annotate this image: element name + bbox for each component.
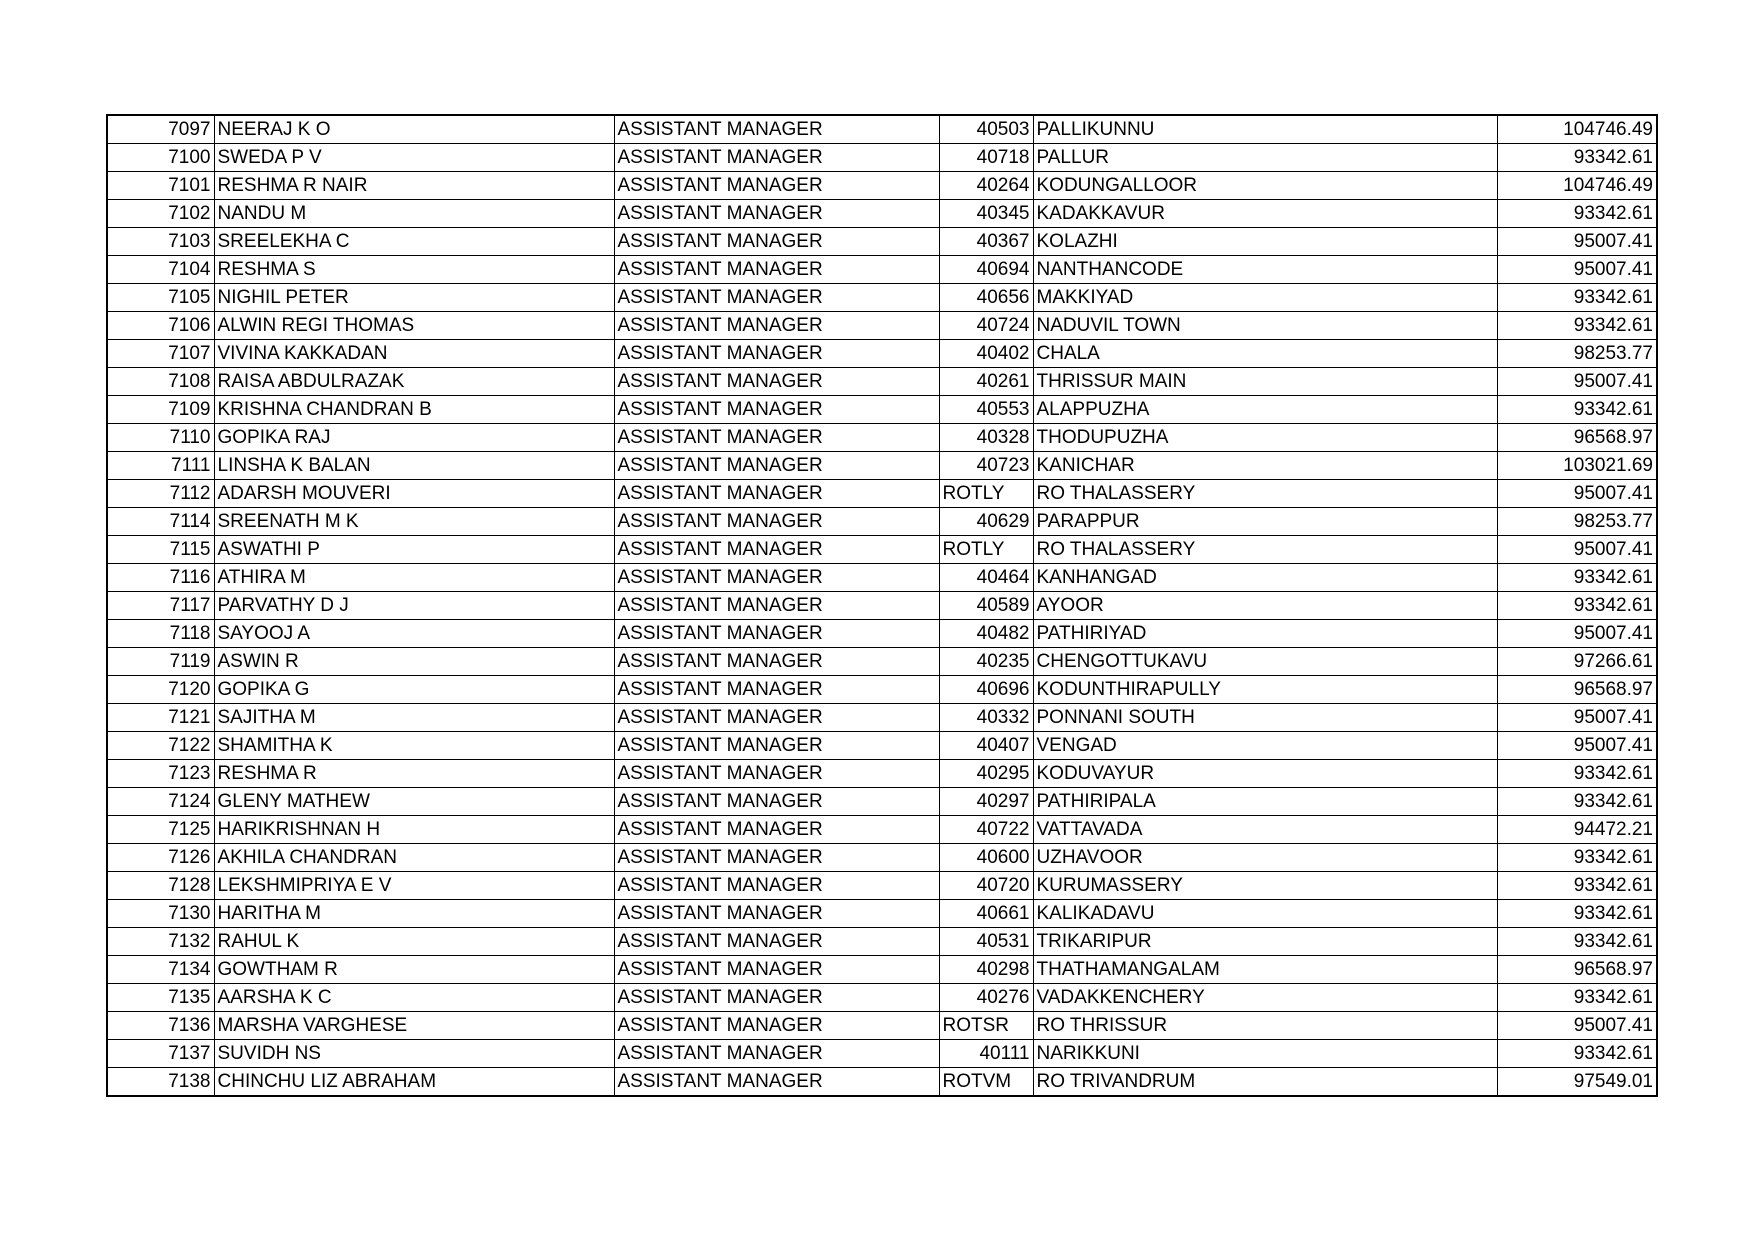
branch-name-cell: VADAKKENCHERY [1033, 984, 1497, 1012]
employee-id-cell: 7112 [107, 480, 214, 508]
amount-cell: 93342.61 [1497, 1040, 1657, 1068]
table-row [107, 984, 1657, 1012]
amount-cell: 95007.41 [1497, 620, 1657, 648]
table-row [107, 172, 1657, 200]
branch-name-cell: PALLIKUNNU [1033, 115, 1497, 144]
employee-id-cell: 7116 [107, 564, 214, 592]
name-cell: ADARSH MOUVERI [214, 480, 614, 508]
employee-id-cell: 7111 [107, 452, 214, 480]
employee-id-cell: 7118 [107, 620, 214, 648]
table-row [107, 424, 1657, 452]
designation-cell: ASSISTANT MANAGER [614, 284, 939, 312]
amount-cell: 93342.61 [1497, 144, 1657, 172]
branch-name-cell: CHALA [1033, 340, 1497, 368]
table-row [107, 872, 1657, 900]
name-cell: NANDU M [214, 200, 614, 228]
table-row [107, 256, 1657, 284]
amount-cell: 93342.61 [1497, 760, 1657, 788]
designation-cell: ASSISTANT MANAGER [614, 648, 939, 676]
branch-name-cell: PATHIRIPALA [1033, 788, 1497, 816]
designation-cell: ASSISTANT MANAGER [614, 452, 939, 480]
branch-name-cell: KURUMASSERY [1033, 872, 1497, 900]
designation-cell: ASSISTANT MANAGER [614, 1068, 939, 1097]
amount-cell: 96568.97 [1497, 676, 1657, 704]
employee-id-cell: 7125 [107, 816, 214, 844]
branch-name-cell: VATTAVADA [1033, 816, 1497, 844]
name-cell: NEERAJ K O [214, 115, 614, 144]
designation-cell: ASSISTANT MANAGER [614, 844, 939, 872]
employee-id-cell: 7107 [107, 340, 214, 368]
amount-cell: 93342.61 [1497, 900, 1657, 928]
employee-id-cell: 7097 [107, 115, 214, 144]
designation-cell: ASSISTANT MANAGER [614, 900, 939, 928]
name-cell: SREENATH M K [214, 508, 614, 536]
branch-name-cell: RO THALASSERY [1033, 536, 1497, 564]
name-cell: HARIKRISHNAN H [214, 816, 614, 844]
amount-cell: 95007.41 [1497, 732, 1657, 760]
amount-cell: 93342.61 [1497, 284, 1657, 312]
designation-cell: ASSISTANT MANAGER [614, 564, 939, 592]
table-body [107, 115, 1657, 1096]
employee-id-cell: 7100 [107, 144, 214, 172]
designation-cell: ASSISTANT MANAGER [614, 200, 939, 228]
designation-cell: ASSISTANT MANAGER [614, 620, 939, 648]
employee-id-cell: 7108 [107, 368, 214, 396]
name-cell: RESHMA R NAIR [214, 172, 614, 200]
name-cell: GOPIKA G [214, 676, 614, 704]
employee-id-cell: 7123 [107, 760, 214, 788]
employee-id-cell: 7135 [107, 984, 214, 1012]
name-cell: MARSHA VARGHESE [214, 1012, 614, 1040]
branch-code-cell: 40656 [939, 284, 1033, 312]
branch-name-cell: KADAKKAVUR [1033, 200, 1497, 228]
employee-id-cell: 7114 [107, 508, 214, 536]
branch-name-cell: UZHAVOOR [1033, 844, 1497, 872]
employee-id-cell: 7130 [107, 900, 214, 928]
designation-cell: ASSISTANT MANAGER [614, 480, 939, 508]
amount-cell: 95007.41 [1497, 1012, 1657, 1040]
employee-id-cell: 7110 [107, 424, 214, 452]
designation-cell: ASSISTANT MANAGER [614, 172, 939, 200]
amount-cell: 96568.97 [1497, 956, 1657, 984]
designation-cell: ASSISTANT MANAGER [614, 928, 939, 956]
branch-code-cell: 40328 [939, 424, 1033, 452]
branch-code-cell: 40111 [939, 1040, 1033, 1068]
name-cell: LINSHA K BALAN [214, 452, 614, 480]
amount-cell: 93342.61 [1497, 984, 1657, 1012]
name-cell: GLENY MATHEW [214, 788, 614, 816]
branch-code-cell: 40402 [939, 340, 1033, 368]
table-row [107, 928, 1657, 956]
branch-code-cell: 40464 [939, 564, 1033, 592]
name-cell: SWEDA P V [214, 144, 614, 172]
name-cell: SAJITHA M [214, 704, 614, 732]
branch-code-cell: ROTSR [939, 1012, 1033, 1040]
table-row [107, 1068, 1657, 1097]
amount-cell: 104746.49 [1497, 172, 1657, 200]
designation-cell: ASSISTANT MANAGER [614, 256, 939, 284]
table-row [107, 900, 1657, 928]
name-cell: SAYOOJ A [214, 620, 614, 648]
table-row [107, 200, 1657, 228]
branch-code-cell: 40367 [939, 228, 1033, 256]
amount-cell: 97266.61 [1497, 648, 1657, 676]
name-cell: SUVIDH NS [214, 1040, 614, 1068]
table-row [107, 1040, 1657, 1068]
table-row [107, 480, 1657, 508]
employee-id-cell: 7128 [107, 872, 214, 900]
employee-id-cell: 7124 [107, 788, 214, 816]
employee-id-cell: 7117 [107, 592, 214, 620]
branch-name-cell: KODUVAYUR [1033, 760, 1497, 788]
branch-name-cell: NADUVIL TOWN [1033, 312, 1497, 340]
table-row [107, 620, 1657, 648]
name-cell: CHINCHU LIZ ABRAHAM [214, 1068, 614, 1097]
employee-id-cell: 7138 [107, 1068, 214, 1097]
branch-code-cell: 40718 [939, 144, 1033, 172]
branch-code-cell: 40589 [939, 592, 1033, 620]
name-cell: AKHILA CHANDRAN [214, 844, 614, 872]
amount-cell: 98253.77 [1497, 340, 1657, 368]
name-cell: SHAMITHA K [214, 732, 614, 760]
table-row [107, 508, 1657, 536]
branch-name-cell: ALAPPUZHA [1033, 396, 1497, 424]
employee-id-cell: 7103 [107, 228, 214, 256]
branch-name-cell: THRISSUR MAIN [1033, 368, 1497, 396]
amount-cell: 95007.41 [1497, 704, 1657, 732]
branch-name-cell: KANICHAR [1033, 452, 1497, 480]
table-row [107, 760, 1657, 788]
branch-code-cell: 40696 [939, 676, 1033, 704]
branch-code-cell: 40298 [939, 956, 1033, 984]
amount-cell: 94472.21 [1497, 816, 1657, 844]
table-row [107, 340, 1657, 368]
branch-name-cell: NARIKKUNI [1033, 1040, 1497, 1068]
designation-cell: ASSISTANT MANAGER [614, 984, 939, 1012]
branch-code-cell: 40261 [939, 368, 1033, 396]
amount-cell: 104746.49 [1497, 115, 1657, 144]
designation-cell: ASSISTANT MANAGER [614, 1040, 939, 1068]
designation-cell: ASSISTANT MANAGER [614, 424, 939, 452]
employee-id-cell: 7115 [107, 536, 214, 564]
table-row [107, 788, 1657, 816]
designation-cell: ASSISTANT MANAGER [614, 1012, 939, 1040]
table-row [107, 312, 1657, 340]
amount-cell: 93342.61 [1497, 872, 1657, 900]
employee-id-cell: 7136 [107, 1012, 214, 1040]
branch-name-cell: THATHAMANGALAM [1033, 956, 1497, 984]
branch-code-cell: 40482 [939, 620, 1033, 648]
amount-cell: 93342.61 [1497, 564, 1657, 592]
branch-name-cell: KODUNTHIRAPULLY [1033, 676, 1497, 704]
amount-cell: 95007.41 [1497, 480, 1657, 508]
branch-code-cell: 40720 [939, 872, 1033, 900]
amount-cell: 93342.61 [1497, 844, 1657, 872]
branch-code-cell: 40723 [939, 452, 1033, 480]
branch-name-cell: KANHANGAD [1033, 564, 1497, 592]
name-cell: HARITHA M [214, 900, 614, 928]
name-cell: AARSHA K C [214, 984, 614, 1012]
branch-name-cell: PALLUR [1033, 144, 1497, 172]
name-cell: RESHMA R [214, 760, 614, 788]
name-cell: GOWTHAM R [214, 956, 614, 984]
employee-id-cell: 7106 [107, 312, 214, 340]
employee-id-cell: 7122 [107, 732, 214, 760]
branch-code-cell: 40276 [939, 984, 1033, 1012]
employee-id-cell: 7119 [107, 648, 214, 676]
designation-cell: ASSISTANT MANAGER [614, 760, 939, 788]
designation-cell: ASSISTANT MANAGER [614, 144, 939, 172]
amount-cell: 95007.41 [1497, 228, 1657, 256]
branch-name-cell: CHENGOTTUKAVU [1033, 648, 1497, 676]
branch-code-cell: 40407 [939, 732, 1033, 760]
amount-cell: 93342.61 [1497, 312, 1657, 340]
branch-name-cell: PATHIRIYAD [1033, 620, 1497, 648]
name-cell: LEKSHMIPRIYA E V [214, 872, 614, 900]
name-cell: RESHMA S [214, 256, 614, 284]
amount-cell: 93342.61 [1497, 788, 1657, 816]
table-row [107, 536, 1657, 564]
branch-name-cell: PARAPPUR [1033, 508, 1497, 536]
branch-name-cell: KOLAZHI [1033, 228, 1497, 256]
branch-code-cell: 40235 [939, 648, 1033, 676]
designation-cell: ASSISTANT MANAGER [614, 592, 939, 620]
employee-id-cell: 7101 [107, 172, 214, 200]
table-row [107, 284, 1657, 312]
name-cell: GOPIKA RAJ [214, 424, 614, 452]
amount-cell: 96568.97 [1497, 424, 1657, 452]
branch-code-cell: 40722 [939, 816, 1033, 844]
designation-cell: ASSISTANT MANAGER [614, 732, 939, 760]
branch-name-cell: NANTHANCODE [1033, 256, 1497, 284]
designation-cell: ASSISTANT MANAGER [614, 115, 939, 144]
designation-cell: ASSISTANT MANAGER [614, 956, 939, 984]
amount-cell: 93342.61 [1497, 928, 1657, 956]
branch-code-cell: 40345 [939, 200, 1033, 228]
branch-name-cell: MAKKIYAD [1033, 284, 1497, 312]
amount-cell: 95007.41 [1497, 256, 1657, 284]
amount-cell: 93342.61 [1497, 592, 1657, 620]
table-row [107, 592, 1657, 620]
branch-name-cell: RO TRIVANDRUM [1033, 1068, 1497, 1097]
table-row [107, 648, 1657, 676]
branch-code-cell: 40264 [939, 172, 1033, 200]
name-cell: ASWATHI P [214, 536, 614, 564]
employee-id-cell: 7137 [107, 1040, 214, 1068]
branch-code-cell: 40724 [939, 312, 1033, 340]
name-cell: SREELEKHA C [214, 228, 614, 256]
designation-cell: ASSISTANT MANAGER [614, 312, 939, 340]
amount-cell: 97549.01 [1497, 1068, 1657, 1097]
branch-name-cell: KALIKADAVU [1033, 900, 1497, 928]
branch-name-cell: RO THALASSERY [1033, 480, 1497, 508]
branch-name-cell: PONNANI SOUTH [1033, 704, 1497, 732]
table-row [107, 816, 1657, 844]
name-cell: NIGHIL PETER [214, 284, 614, 312]
amount-cell: 93342.61 [1497, 200, 1657, 228]
branch-code-cell: 40295 [939, 760, 1033, 788]
employee-id-cell: 7126 [107, 844, 214, 872]
branch-code-cell: 40694 [939, 256, 1033, 284]
designation-cell: ASSISTANT MANAGER [614, 396, 939, 424]
designation-cell: ASSISTANT MANAGER [614, 536, 939, 564]
name-cell: RAHUL K [214, 928, 614, 956]
designation-cell: ASSISTANT MANAGER [614, 872, 939, 900]
branch-code-cell: 40503 [939, 115, 1033, 144]
amount-cell: 95007.41 [1497, 368, 1657, 396]
branch-code-cell: 40629 [939, 508, 1033, 536]
table-row [107, 956, 1657, 984]
employee-id-cell: 7134 [107, 956, 214, 984]
employee-id-cell: 7121 [107, 704, 214, 732]
branch-code-cell: 40531 [939, 928, 1033, 956]
name-cell: KRISHNA CHANDRAN B [214, 396, 614, 424]
branch-name-cell: RO THRISSUR [1033, 1012, 1497, 1040]
branch-code-cell: 40553 [939, 396, 1033, 424]
branch-code-cell: ROTVM [939, 1068, 1033, 1097]
amount-cell: 103021.69 [1497, 452, 1657, 480]
designation-cell: ASSISTANT MANAGER [614, 368, 939, 396]
table-row [107, 1012, 1657, 1040]
employee-id-cell: 7109 [107, 396, 214, 424]
branch-name-cell: VENGAD [1033, 732, 1497, 760]
employee-id-cell: 7120 [107, 676, 214, 704]
employee-table [106, 114, 1658, 1097]
table-row [107, 115, 1657, 144]
table-row [107, 228, 1657, 256]
branch-name-cell: AYOOR [1033, 592, 1497, 620]
amount-cell: 98253.77 [1497, 508, 1657, 536]
table-row [107, 368, 1657, 396]
branch-name-cell: TRIKARIPUR [1033, 928, 1497, 956]
employee-id-cell: 7104 [107, 256, 214, 284]
table-row [107, 844, 1657, 872]
designation-cell: ASSISTANT MANAGER [614, 340, 939, 368]
table-row [107, 732, 1657, 760]
amount-cell: 95007.41 [1497, 536, 1657, 564]
branch-code-cell: ROTLY [939, 480, 1033, 508]
branch-code-cell: 40600 [939, 844, 1033, 872]
employee-id-cell: 7105 [107, 284, 214, 312]
designation-cell: ASSISTANT MANAGER [614, 508, 939, 536]
table-row [107, 144, 1657, 172]
branch-code-cell: 40297 [939, 788, 1033, 816]
name-cell: ATHIRA M [214, 564, 614, 592]
designation-cell: ASSISTANT MANAGER [614, 228, 939, 256]
branch-name-cell: THODUPUZHA [1033, 424, 1497, 452]
table-row [107, 564, 1657, 592]
designation-cell: ASSISTANT MANAGER [614, 704, 939, 732]
branch-name-cell: KODUNGALLOOR [1033, 172, 1497, 200]
name-cell: ASWIN R [214, 648, 614, 676]
table-row [107, 676, 1657, 704]
table-row [107, 396, 1657, 424]
employee-id-cell: 7132 [107, 928, 214, 956]
employee-id-cell: 7102 [107, 200, 214, 228]
designation-cell: ASSISTANT MANAGER [614, 788, 939, 816]
table-row [107, 704, 1657, 732]
branch-code-cell: ROTLY [939, 536, 1033, 564]
name-cell: PARVATHY D J [214, 592, 614, 620]
amount-cell: 93342.61 [1497, 396, 1657, 424]
name-cell: RAISA ABDULRAZAK [214, 368, 614, 396]
table-row [107, 452, 1657, 480]
branch-code-cell: 40661 [939, 900, 1033, 928]
name-cell: VIVINA KAKKADAN [214, 340, 614, 368]
designation-cell: ASSISTANT MANAGER [614, 676, 939, 704]
branch-code-cell: 40332 [939, 704, 1033, 732]
name-cell: ALWIN REGI THOMAS [214, 312, 614, 340]
designation-cell: ASSISTANT MANAGER [614, 816, 939, 844]
